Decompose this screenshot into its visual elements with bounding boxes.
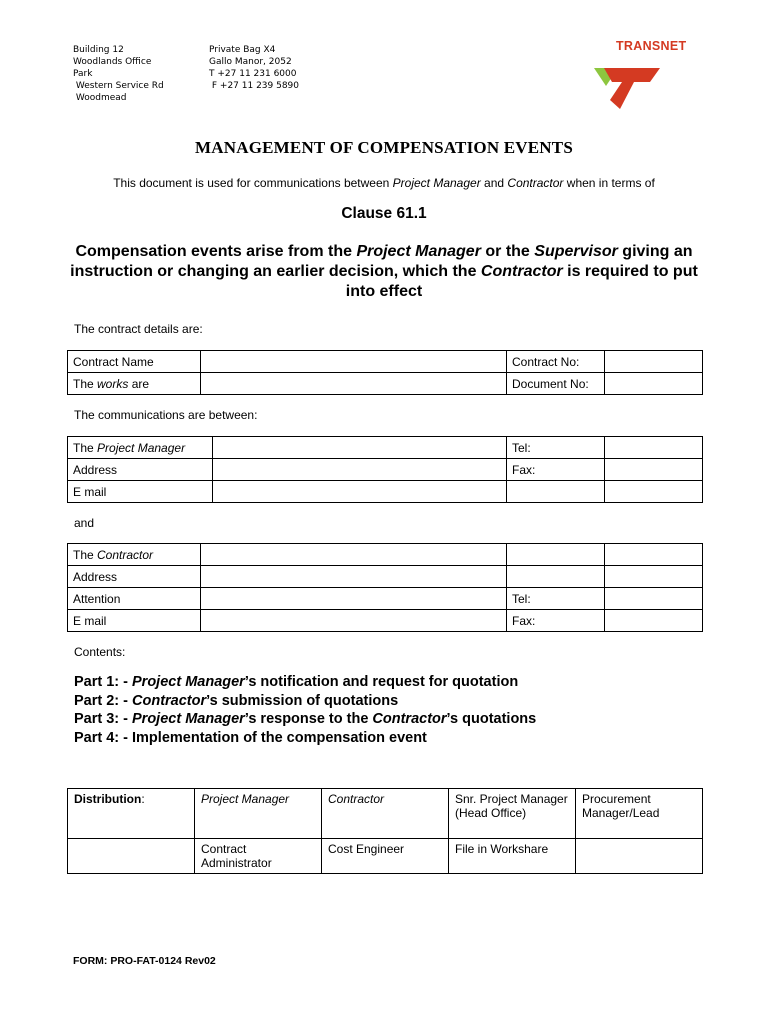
item-part: Part 4: - Implementation of the compensation event [74,729,427,746]
contractor-tel-field[interactable] [605,588,703,610]
contractor-table [67,543,703,632]
contents-item [74,692,536,711]
item-part: Part 2: - [74,692,133,709]
address-line: F +27 11 239 5890 [209,81,300,91]
heading-part: giving an instruction or changing an earlier decision, which the [70,243,693,280]
item-part: Part 1: - [74,674,133,690]
contract-no-label: Contract No: [507,351,605,373]
distribution-cell [195,789,322,839]
contractor-address-label: Address [68,566,201,588]
address-line: Woodmead [73,93,127,103]
label-part: works [97,376,129,391]
item-part: Contractor [372,711,447,727]
contract-name-field[interactable] [201,351,507,373]
distribution-cell: Snr. Project Manager (Head Office) [449,789,576,839]
company-logo-text: TRANSNET [616,39,687,53]
heading-part: Contractor [480,263,563,280]
contractor-empty-cell [605,566,703,588]
document-no-label: Document No: [507,373,605,395]
pm-label [68,437,213,459]
intro-part: This document is used for communications between [113,176,393,190]
pm-name-field[interactable] [213,437,507,459]
heading-part: is required to put into effect [345,263,698,300]
intro-part: Contractor [507,176,564,190]
contract-no-field[interactable] [605,351,703,373]
works-label [68,373,201,395]
label-part: The [73,440,98,455]
intro-part: when in terms of [563,176,655,190]
address-right [209,44,299,92]
address-line: Western Service Rd [73,81,164,91]
item-part: Project Manager [132,674,245,690]
distribution-table [67,788,703,874]
pm-tel-label: Tel: [507,437,605,459]
contractor-empty-cell [507,566,605,588]
item-part: ’s submission of quotations [206,692,399,709]
contractor-email-field[interactable] [201,610,507,632]
contents-item [74,729,536,748]
address-line: Gallo Manor, 2052 [209,57,292,67]
label-part: Distribution [74,792,142,806]
heading-part: or the [480,243,535,260]
pm-fax-label: Fax: [507,459,605,481]
distribution-cell: File in Workshare [449,839,576,874]
label-part: Project Manager [97,440,186,455]
distribution-cell [322,789,449,839]
contractor-attention-label: Attention [68,588,201,610]
clause-description [60,242,708,302]
communications-label: The communications are between: [74,408,258,422]
address-left [73,44,164,104]
contents-list [74,673,536,747]
label-part: The [73,547,98,562]
contractor-tel-label: Tel: [507,588,605,610]
heading-part: Compensation events arise from the [75,243,357,260]
address-line: T +27 11 231 6000 [209,69,297,79]
distribution-cell: Contract Administrator [195,839,322,874]
document-no-field[interactable] [605,373,703,395]
label-part: are [128,376,150,391]
contents-item [74,673,536,692]
contractor-email-label: E mail [68,610,201,632]
transnet-logo-icon [592,60,666,110]
pm-address-label: Address [68,459,213,481]
contractor-attention-field[interactable] [201,588,507,610]
contractor-empty-cell [507,544,605,566]
item-part: Contractor [132,692,207,709]
contract-details-label: The contract details are: [74,322,203,336]
heading-part: Supervisor [534,243,618,260]
pm-empty-cell [605,481,703,503]
distribution-cell [576,839,703,874]
item-part: ’s response to the [244,711,373,727]
contractor-label [68,544,201,566]
works-field[interactable] [201,373,507,395]
label-part: : [141,792,145,806]
label-part: The [73,376,98,391]
pm-fax-field[interactable] [605,459,703,481]
distribution-cell: Cost Engineer [322,839,449,874]
item-part: ’s quotations [446,711,537,727]
contractor-name-field[interactable] [201,544,507,566]
address-line: Woodlands Office [73,57,152,67]
clause-heading: Clause 61.1 [341,205,427,222]
contractor-fax-label: Fax: [507,610,605,632]
form-code: FORM: PRO-FAT-0124 Rev02 [73,955,216,967]
label-part: Contractor [97,547,154,562]
item-part: Project Manager [132,711,245,727]
contract-name-label: Contract Name [68,351,201,373]
cell-text: Contractor [328,792,385,806]
contractor-address-field[interactable] [201,566,507,588]
heading-part: Project Manager [356,243,481,260]
distribution-empty-cell [68,839,195,874]
distribution-cell: Procurement Manager/Lead [576,789,703,839]
contractor-fax-field[interactable] [605,610,703,632]
contents-label: Contents: [74,645,126,659]
intro-part: and [480,176,508,190]
contract-details-table [67,350,703,395]
item-part: ’s notification and request for quotation [244,674,519,690]
intro-part: Project Manager [392,176,481,190]
intro-text [0,176,768,190]
pm-empty-cell [507,481,605,503]
contractor-empty-cell [605,544,703,566]
address-line: Private Bag X4 [209,45,276,55]
address-line: Building 12 [73,45,124,55]
contents-item [74,710,536,729]
distribution-label [68,789,195,839]
pm-email-field[interactable] [213,481,507,503]
pm-email-label: E mail [68,481,213,503]
item-part: Part 3: - [74,711,133,727]
address-line: Park [73,69,93,79]
pm-tel-field[interactable] [605,437,703,459]
and-label: and [74,516,95,530]
pm-address-field[interactable] [213,459,507,481]
document-title: MANAGEMENT OF COMPENSATION EVENTS [195,138,573,157]
cell-text: Project Manager [201,792,290,806]
project-manager-table [67,436,703,503]
